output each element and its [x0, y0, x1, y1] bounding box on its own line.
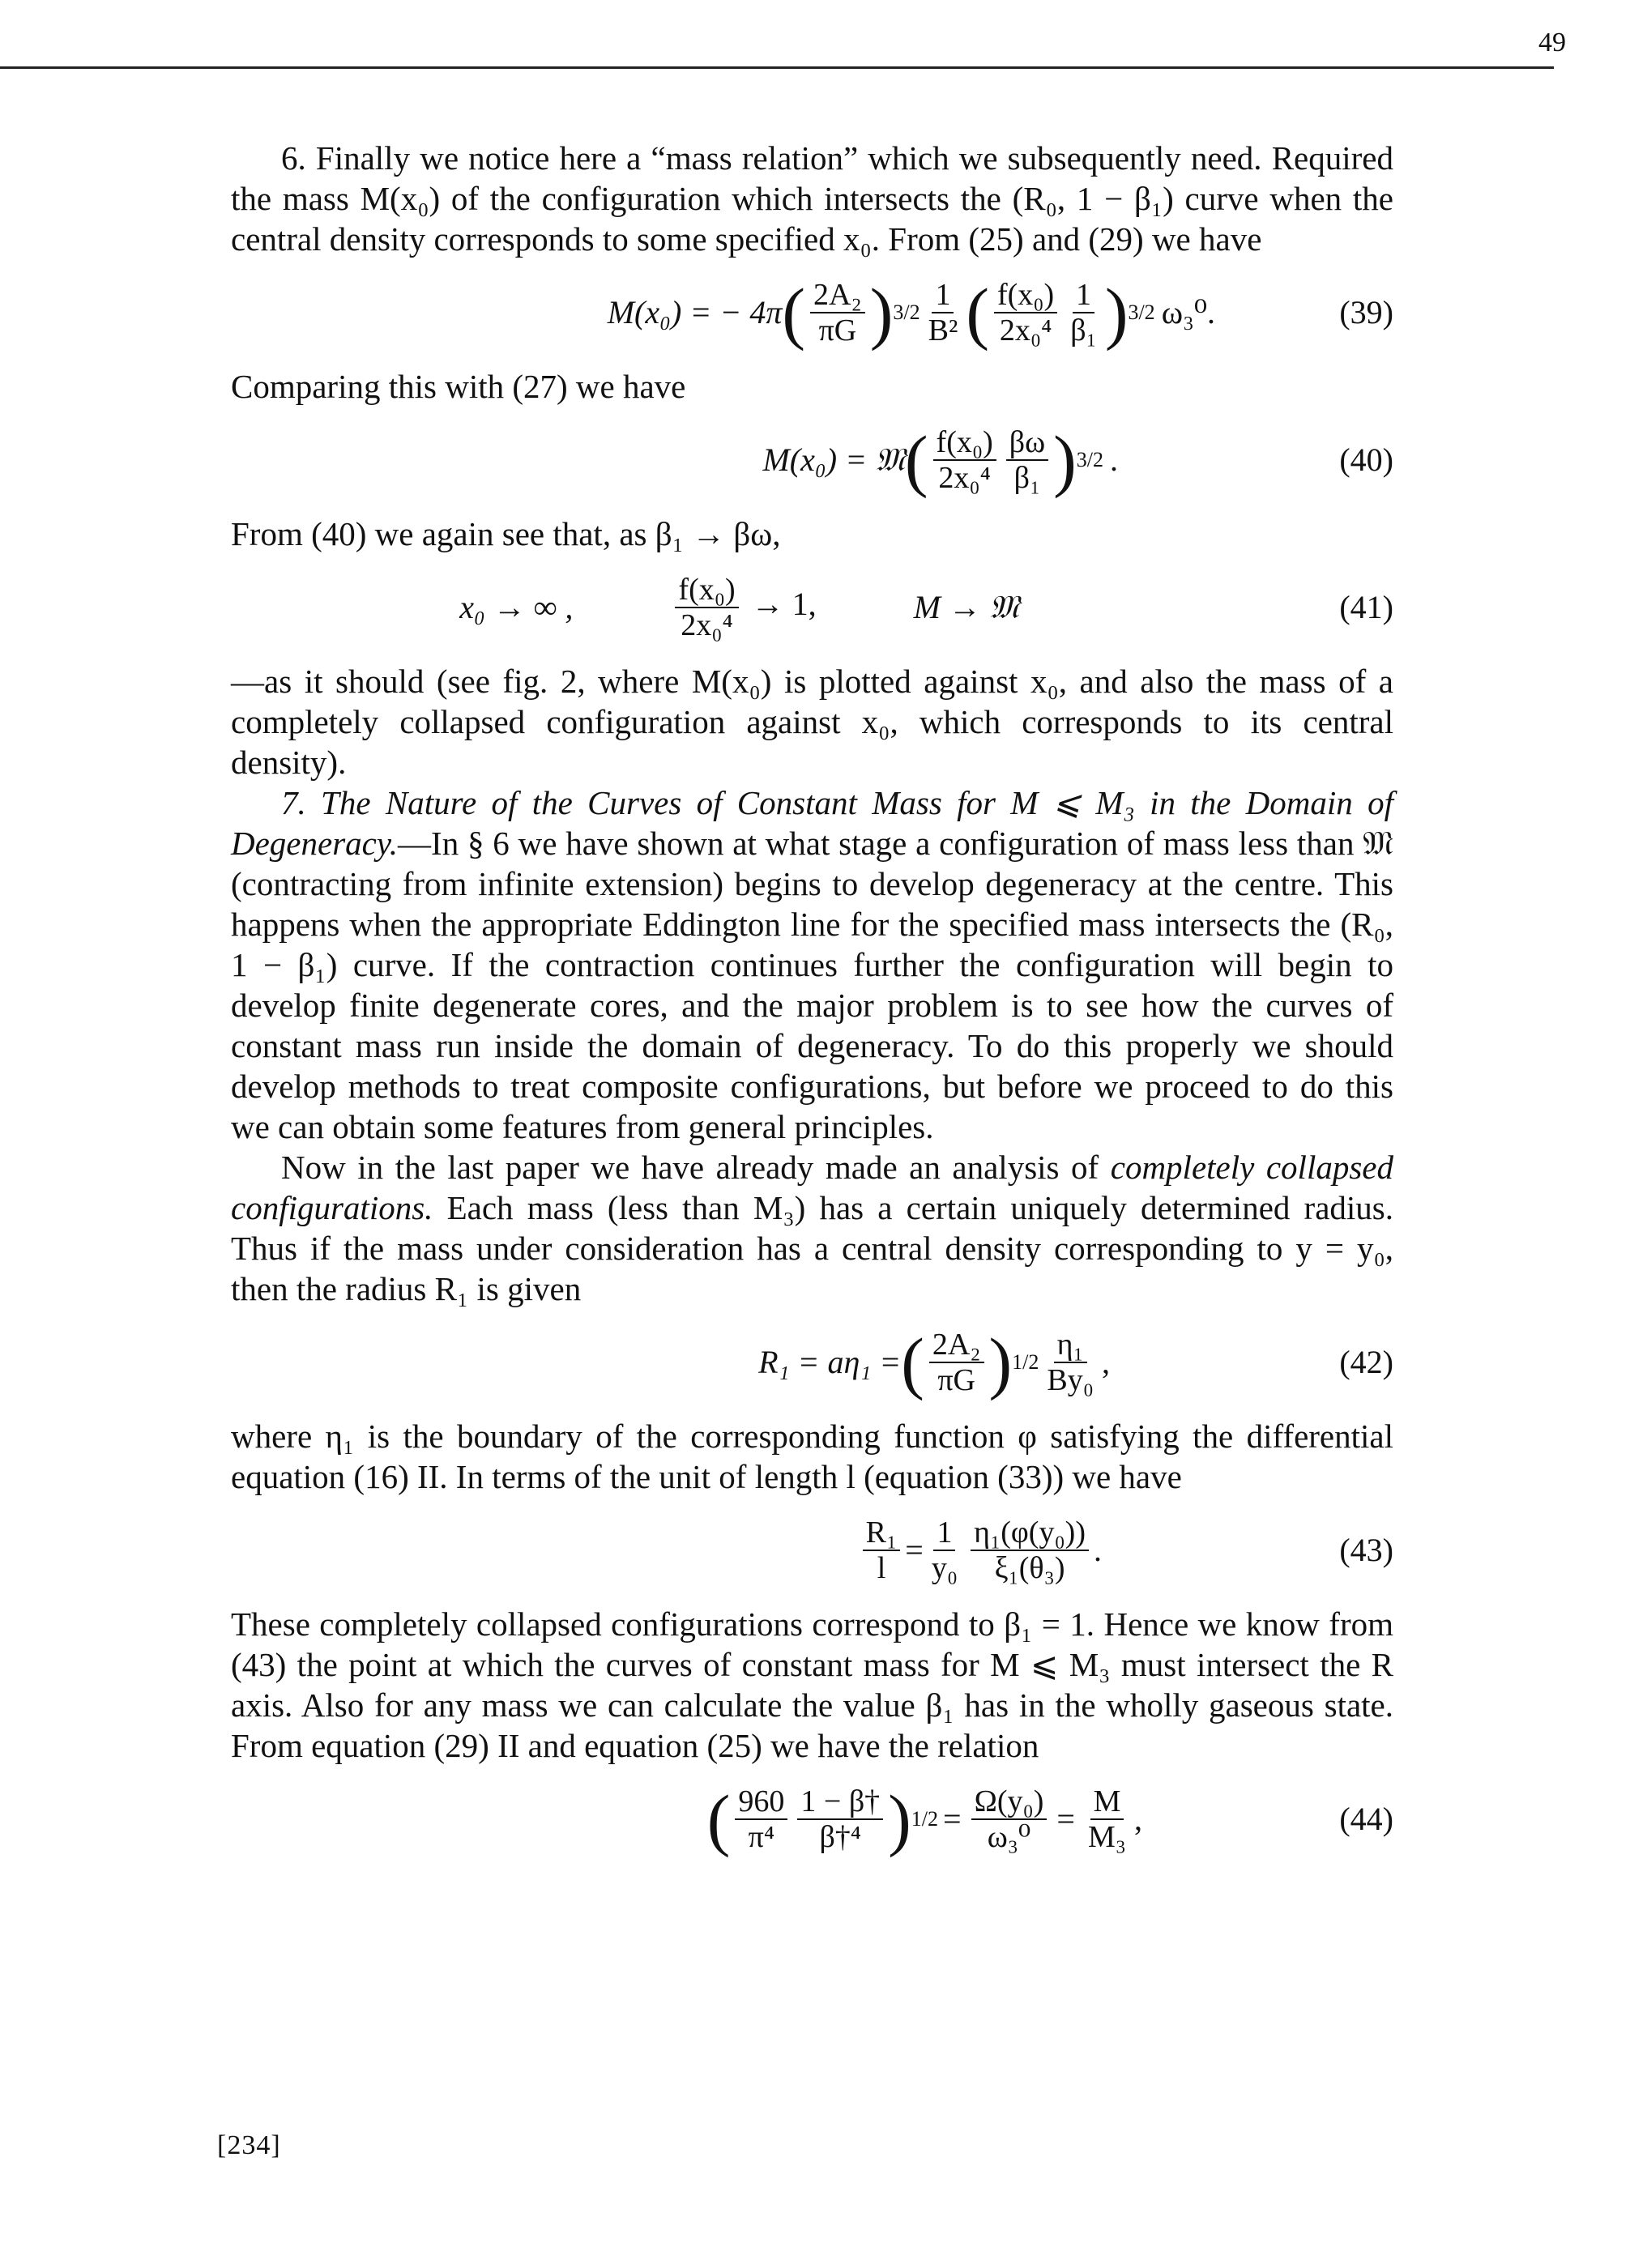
eq44-frac-4: $\frac{M}{\text{M₃}}$: [1087, 1784, 1126, 1854]
equation-44: ( $\frac{960}{\text{π⁴}}$ $\frac{1 - \beta\dagger}{\text{β†⁴}}$ ) 1/2 = $\frac{\text{Ω(y₀)}}{\text{ω₃⁰}}$ = $\frac{M}{\text{M₃}}$ , (44): [706, 1780, 1393, 1858]
eq42-frac-2: $\frac{\text{η₁}}{\text{By₀}}$: [1047, 1328, 1094, 1397]
equation-43: $\frac{\text{R₁}}{l}$ = $\frac{1}{\text{y₀}}$ $\frac{\text{η₁(φ(y₀))}}{\text{ξ₁(θ₃)}}$ . (43): [231, 1502, 1393, 1599]
equation-41: x₀ → ∞ , $\frac{\text{f(x₀)}}{\text{2x₀⁴}}$ → 1, M → 𝔐 (41): [459, 573, 1393, 642]
eq39-number: (39): [1339, 294, 1393, 330]
eq43-frac-3: $\frac{\text{η₁(φ(y₀))}}{\text{ξ₁(θ₃)}}$: [971, 1516, 1089, 1585]
eq41-number: (41): [1339, 589, 1393, 625]
page-number: 49: [1538, 28, 1566, 58]
equation-42: R₁ = aη₁ = ( $\frac{\text{2A₂}}{\pi G}$ ) 1/2 $\frac{\text{η₁}}{\text{By₀}}$ , (42): [758, 1324, 1393, 1401]
paragraph-from-40: From (40) we again see that, as β₁ → βω,: [231, 515, 781, 552]
eq43-frac-2: $\frac{1}{\text{y₀}}$: [931, 1516, 958, 1585]
paragraph-where-eta: where η₁ is the boundary of the corresponding function φ satisfying the differential equation (16) II. In terms of the unit of length l (equation (33)) we have: [231, 1418, 1393, 1495]
eq39-frac-4: $\frac{1}{\text{β₁}}$: [1070, 278, 1097, 347]
paragraph-mass-relation: 6. Finally we notice here a “mass relation” which we subsequently need. Required the mass M(x₀) of the configuration which intersects the (R₀, 1 − β₁) curve when the central density corresponds to some specified x₀. From (25) and (29) we have: [231, 139, 1393, 258]
eq40-number: (40): [1339, 441, 1393, 478]
eq39-frac-3: $\frac{\text{f(x₀)}}{\text{2x₀⁴}}$: [994, 278, 1057, 347]
eq39-lhs: M(x₀) = − 4π: [607, 294, 783, 330]
eq41-frac: $\frac{\text{f(x₀)}}{\text{2x₀⁴}}$: [675, 573, 738, 642]
equation-39: M(x₀) = − 4π ( $\frac{\text{2A₂}}{\pi G}$ ) 3/2 $\frac{1}{\text{B²}}$ ( $\frac{\text{f(x₀)}}{\text{2x₀⁴}}$ $\frac{1}{\text{β₁}}$ ) 3/2 ω₃⁰. (39): [607, 274, 1393, 352]
footer-folio: [234]: [217, 2130, 281, 2160]
paragraph-comparing: Comparing this with (27) we have: [231, 368, 686, 405]
paragraph-as-it-should: —as it should (see fig. 2, where M(x₀) is plotted against x₀, and also the mass of a completely collapsed configuration against x₀, which corresponds to its central density).: [231, 663, 1393, 781]
eq43-number: (43): [1339, 1532, 1393, 1568]
equation-40: M(x₀) = 𝔐 ( $\frac{\text{f(x₀)}}{\text{2x₀⁴}}$ $\frac{\beta\omega}{\text{β₁}}$ ) 3/2 . (40): [762, 421, 1393, 499]
eq42-frac-1: $\frac{\text{2A₂}}{\pi G}$: [929, 1328, 984, 1397]
eq42-number: (42): [1339, 1344, 1393, 1380]
eq44-frac-1: $\frac{960}{\text{π⁴}}$: [735, 1784, 787, 1854]
eq39-frac-1: $\frac{\text{2A₂}}{\pi G}$: [810, 278, 865, 347]
eq40-frac-1: $\frac{\text{f(x₀)}}{\text{2x₀⁴}}$: [933, 425, 996, 495]
header-rule: [0, 66, 1554, 69]
eq44-number: (44): [1339, 1801, 1393, 1837]
eq44-frac-3: $\frac{\text{Ω(y₀)}}{\text{ω₃⁰}}$: [971, 1784, 1048, 1854]
paragraph-collapsed-configurations: Now in the last paper we have already made an analysis of completely collapsed configurations. Each mass (less than M₃) has a certain uniquely determined radius. Thus if the mass under consideration has a central density corresponding to y = y₀, then the radius R₁ is given: [231, 1149, 1393, 1307]
paragraph-these-completely: These completely collapsed configurations correspond to β₁ = 1. Hence we know from (43) the point at which the curves of constant mass for M ⩽ M₃ must intersect the R axis. Also for any mass we can calculate the value β₁ has in the wholly gaseous state. From equation (29) II and equation (25) we have the relation: [231, 1605, 1393, 1764]
eq43-frac-1: $\frac{\text{R₁}}{l}$: [863, 1516, 901, 1585]
eq39-frac-2: $\frac{1}{\text{B²}}$: [928, 278, 958, 347]
eq44-frac-2: $\frac{1 - \beta\dagger}{\text{β†⁴}}$: [797, 1784, 883, 1854]
section-7-heading: 7. The Nature of the Curves of Constant Mass for M ⩽ M₃ in the Domain of Degeneracy.: [231, 784, 1393, 862]
eq40-frac-2: $\frac{\beta\omega}{\text{β₁}}$: [1006, 425, 1048, 495]
section-7-paragraph: [231, 782, 1393, 1147]
page-body: [231, 138, 1393, 1873]
section-7-body: —In § 6 we have shown at what stage a configuration of mass less than 𝔐 (contracting from infinite extension) begins to develop degeneracy at the centre. This happens when the appropriate Eddington line for the specified mass intersects the (R₀, 1 − β₁) curve. If the contraction continues further the configuration will begin to develop finite degenerate cores, and the major problem is to see how the curves of constant mass run inside the domain of degeneracy. To do this properly we should develop methods to treat composite configurations, but before we proceed to do this we can obtain some features from general principles.: [231, 825, 1393, 1145]
